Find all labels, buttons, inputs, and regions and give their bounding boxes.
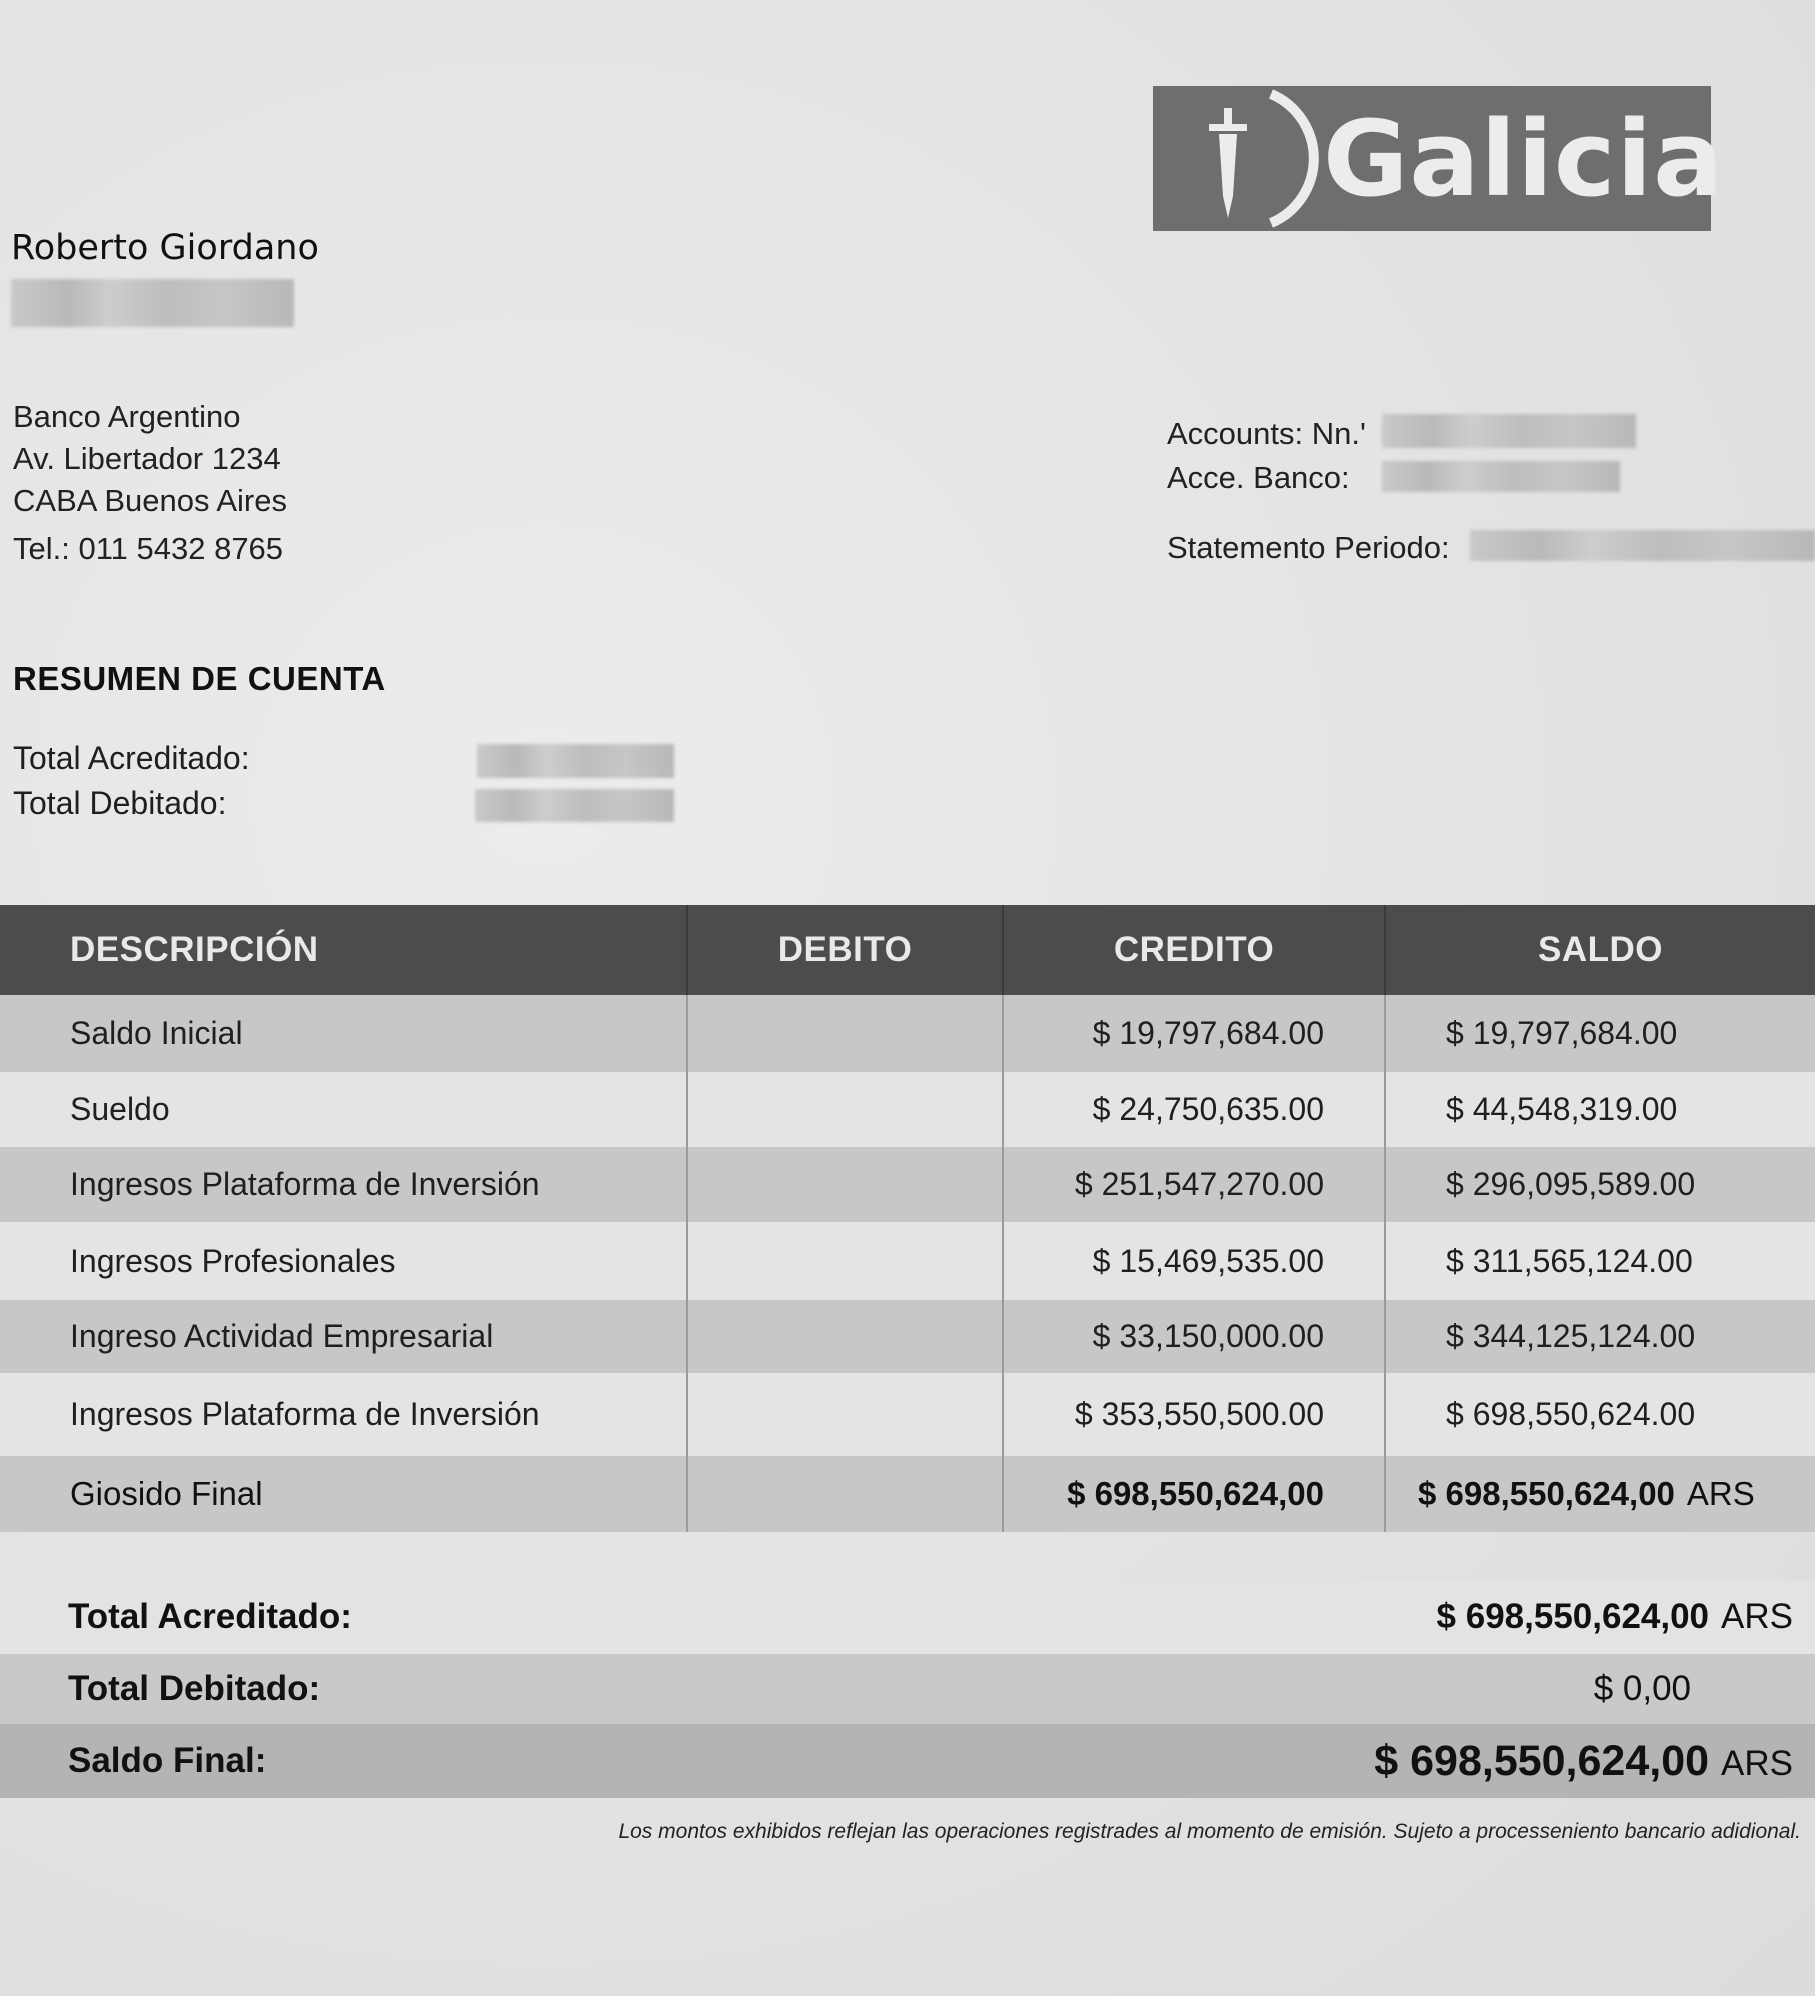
redacted-account-number (1382, 414, 1636, 448)
transactions-table (0, 905, 1815, 1532)
total-credited-value (1437, 1597, 1793, 1637)
cell-credito: $ 251,547,270.00 (1002, 1147, 1384, 1222)
final-balance-currency: ARS (1721, 1743, 1793, 1783)
final-saldo-currency: ARS (1686, 1475, 1755, 1512)
cell-descripcion: Saldo Inicial (70, 1015, 243, 1051)
redacted-summary-debited (475, 789, 674, 822)
header-credito: CREDITO (1002, 905, 1384, 995)
table-header-row (0, 905, 1815, 995)
acce-banco-label: Acce. Banco: (1167, 460, 1350, 495)
table-row (0, 1300, 1815, 1373)
total-credited-amount: $ 698,550,624,00 (1436, 1597, 1710, 1636)
final-balance-row (0, 1724, 1815, 1798)
header-debito: DEBITO (686, 905, 1002, 995)
cell-credito: $ 24,750,635.00 (1002, 1072, 1384, 1147)
total-credited-row (0, 1580, 1815, 1654)
cell-credito: $ 19,797,684.00 (1002, 995, 1384, 1072)
statement-period-label: Statemento Periodo: (1167, 530, 1450, 565)
redacted-acce-banco (1382, 461, 1620, 492)
totals-block (0, 1580, 1815, 1798)
cell-descripcion: Ingresos Profesionales (70, 1242, 396, 1279)
redacted-summary-credited (477, 744, 674, 778)
cell-debito (686, 1456, 1002, 1532)
final-saldo-amount: $ 698,550,624,00 (1418, 1475, 1675, 1512)
customer-name: Roberto Giordano (11, 228, 319, 268)
table-row (0, 1072, 1815, 1147)
cell-debito (686, 1300, 1002, 1373)
total-credited-currency: ARS (1721, 1597, 1793, 1636)
total-debited-label: Total Debitado: (68, 1669, 321, 1708)
cell-debito (686, 1222, 1002, 1300)
cell-saldo: $ 44,548,319.00 (1384, 1072, 1815, 1147)
cell-saldo (1384, 1456, 1815, 1532)
footnote: Los montos exhibidos reflejan las operaciones registrades al momento de emisión. Sujeto a processeniento bancario adidional. (618, 1820, 1801, 1843)
cell-saldo: $ 344,125,124.00 (1384, 1300, 1815, 1373)
header-saldo: SALDO (1384, 905, 1815, 995)
bank-address-block (13, 396, 287, 570)
cell-saldo: $ 19,797,684.00 (1384, 995, 1815, 1072)
final-balance-amount: $ 698,550,624,00 (1374, 1736, 1710, 1785)
table-row (0, 1222, 1815, 1300)
table-row (0, 995, 1815, 1072)
cell-debito (686, 995, 1002, 1072)
cell-debito (686, 1373, 1002, 1456)
table-row (0, 1373, 1815, 1456)
final-balance-value (1374, 1737, 1793, 1786)
total-debited-value (1594, 1669, 1691, 1709)
accounts-number-label: Accounts: Nn.' (1167, 416, 1366, 451)
galicia-logo-text: Galicia (1323, 97, 1725, 220)
cell-saldo: $ 311,565,124.00 (1384, 1222, 1815, 1300)
cell-credito: $ 353,550,500.00 (1002, 1373, 1384, 1456)
cell-credito: $ 698,550,624,00 (1002, 1456, 1384, 1532)
cell-descripcion: Giosido Final (70, 1475, 263, 1512)
summary-credited-label: Total Acreditado: (13, 740, 250, 776)
redacted-customer-info (11, 279, 294, 327)
cell-descripcion: Ingreso Actividad Empresarial (70, 1318, 494, 1354)
table-row (0, 1147, 1815, 1222)
header-descripcion: DESCRIPCIÓN (70, 930, 319, 969)
cell-debito (686, 1147, 1002, 1222)
total-debited-row (0, 1654, 1815, 1724)
cell-credito: $ 33,150,000.00 (1002, 1300, 1384, 1373)
cell-descripcion: Ingresos Plataforma de Inversión (70, 1166, 540, 1202)
cell-descripcion: Ingresos Plataforma de Inversión (70, 1396, 540, 1432)
galicia-logo (1153, 86, 1725, 231)
summary-title: RESUMEN DE CUENTA (13, 660, 386, 697)
bank-address-line2: CABA Buenos Aires (13, 483, 287, 518)
total-credited-label: Total Acreditado: (68, 1597, 352, 1636)
final-balance-label: Saldo Final: (68, 1741, 267, 1780)
total-debited-amount: $ 0,00 (1593, 1669, 1691, 1708)
bank-address-line1: Av. Libertador 1234 (13, 441, 281, 476)
redacted-statement-period (1470, 530, 1815, 561)
cell-saldo: $ 698,550,624.00 (1384, 1373, 1815, 1456)
cell-saldo: $ 296,095,589.00 (1384, 1147, 1815, 1222)
table-final-row (0, 1456, 1815, 1532)
cell-descripcion: Sueldo (70, 1091, 170, 1127)
bank-phone: Tel.: 011 5432 8765 (13, 531, 284, 566)
galicia-cross-icon (1153, 86, 1323, 231)
bank-name: Banco Argentino (13, 399, 241, 434)
summary-debited-label: Total Debitado: (13, 785, 227, 821)
cell-credito: $ 15,469,535.00 (1002, 1222, 1384, 1300)
cell-debito (686, 1072, 1002, 1147)
